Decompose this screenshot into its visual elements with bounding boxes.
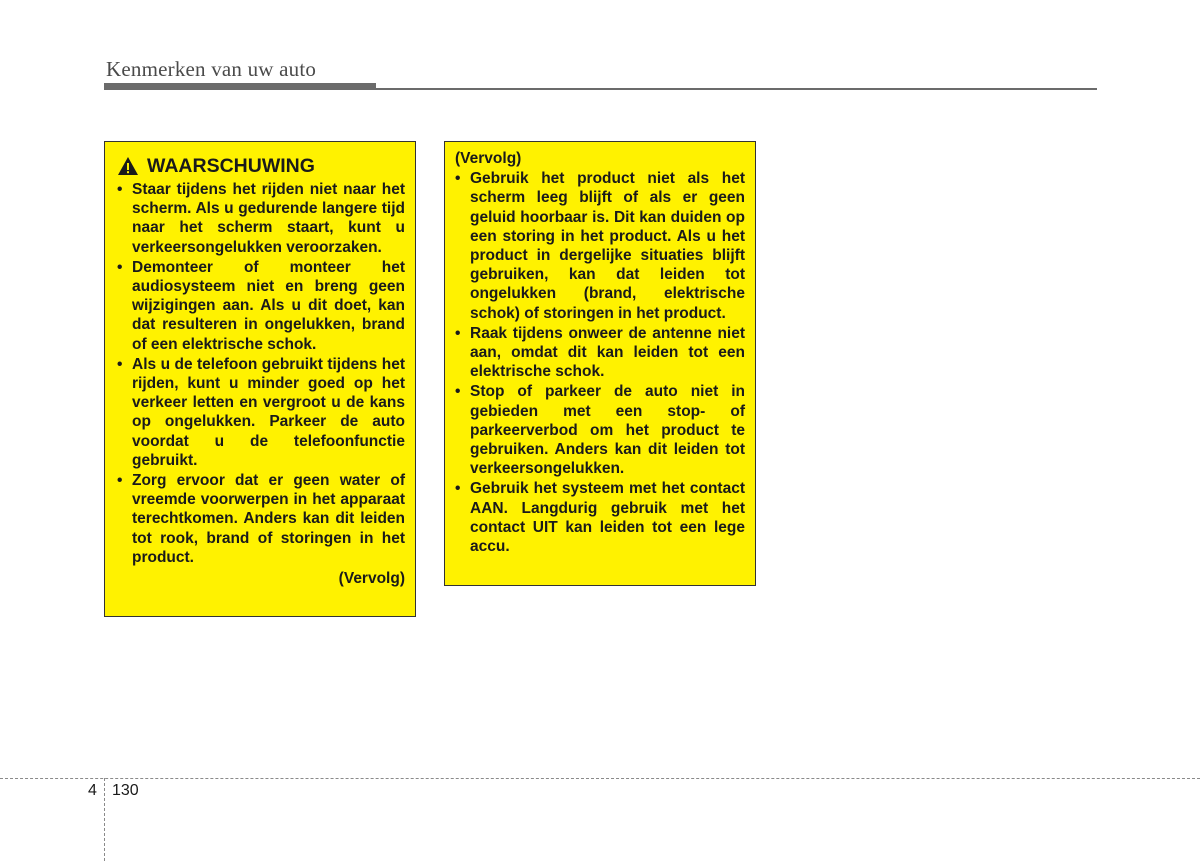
list-item: • Gebruik het systeem met het contact AAN. Langdurig gebruik met het contact UIT kan leiden tot een lege accu.	[455, 479, 745, 556]
footer-dashed-divider	[104, 778, 105, 861]
list-item: • Als u de telefoon gebruikt tijdens het rijden, kunt u minder goed op het verkeer letten en vergroot u de kans op ongelukken. Parkeer de auto voordat u de telefoonfunctie gebruikt.	[117, 355, 405, 470]
warning-list-left	[117, 180, 405, 567]
list-item: • Gebruik het product niet als het scherm leeg blijft of als er geen geluid hoorbaar is. Dit kan duiden op een storing in het product. Als u het product in dergelijke situaties blijft gebruiken, kan dat leiden tot ongelukken (brand, elektrische schok) of storingen in het product.	[455, 169, 745, 323]
header-title: Kenmerken van uw auto	[106, 57, 317, 81]
page-number: 130	[112, 782, 139, 799]
list-item: • Raak tijdens onweer de antenne niet aan, omdat dit kan leiden tot een elektrische schok.	[455, 324, 745, 382]
list-item: • Stop of parkeer de auto niet in gebieden met een stop- of parkeerverbod om het product te gebruiken. Anders kan dit leiden tot verkeersongelukken.	[455, 382, 745, 478]
header-rule-thick	[104, 83, 376, 90]
continued-label-bottom: (Vervolg)	[338, 570, 405, 588]
warning-list-right	[455, 169, 745, 556]
warning-box-left	[104, 141, 416, 617]
footer-dashed-rule	[0, 778, 1200, 779]
chapter-number: 4	[88, 782, 97, 799]
list-item: • Staar tijdens het rijden niet naar het scherm. Als u gedurende langere tijd naar het scherm staart, kunt u verkeersongelukken veroorzaken.	[117, 180, 405, 257]
warning-title: WAARSCHUWING	[147, 155, 315, 177]
warning-box-right	[444, 141, 756, 586]
warning-heading	[117, 154, 405, 178]
continued-label-top: (Vervolg)	[455, 150, 522, 167]
header-rule-thin	[376, 88, 1097, 90]
list-item: • Zorg ervoor dat er geen water of vreemde voorwerpen in het apparaat terechtkomen. Anders kan dit leiden tot rook, brand of storingen in het product.	[117, 471, 405, 567]
list-item: • Demonteer of monteer het audiosysteem niet en breng geen wijzigingen aan. Als u dit doet, kan dat resulteren in ongelukken, brand of een elektrische schok.	[117, 258, 405, 354]
warning-triangle-icon	[117, 156, 139, 176]
